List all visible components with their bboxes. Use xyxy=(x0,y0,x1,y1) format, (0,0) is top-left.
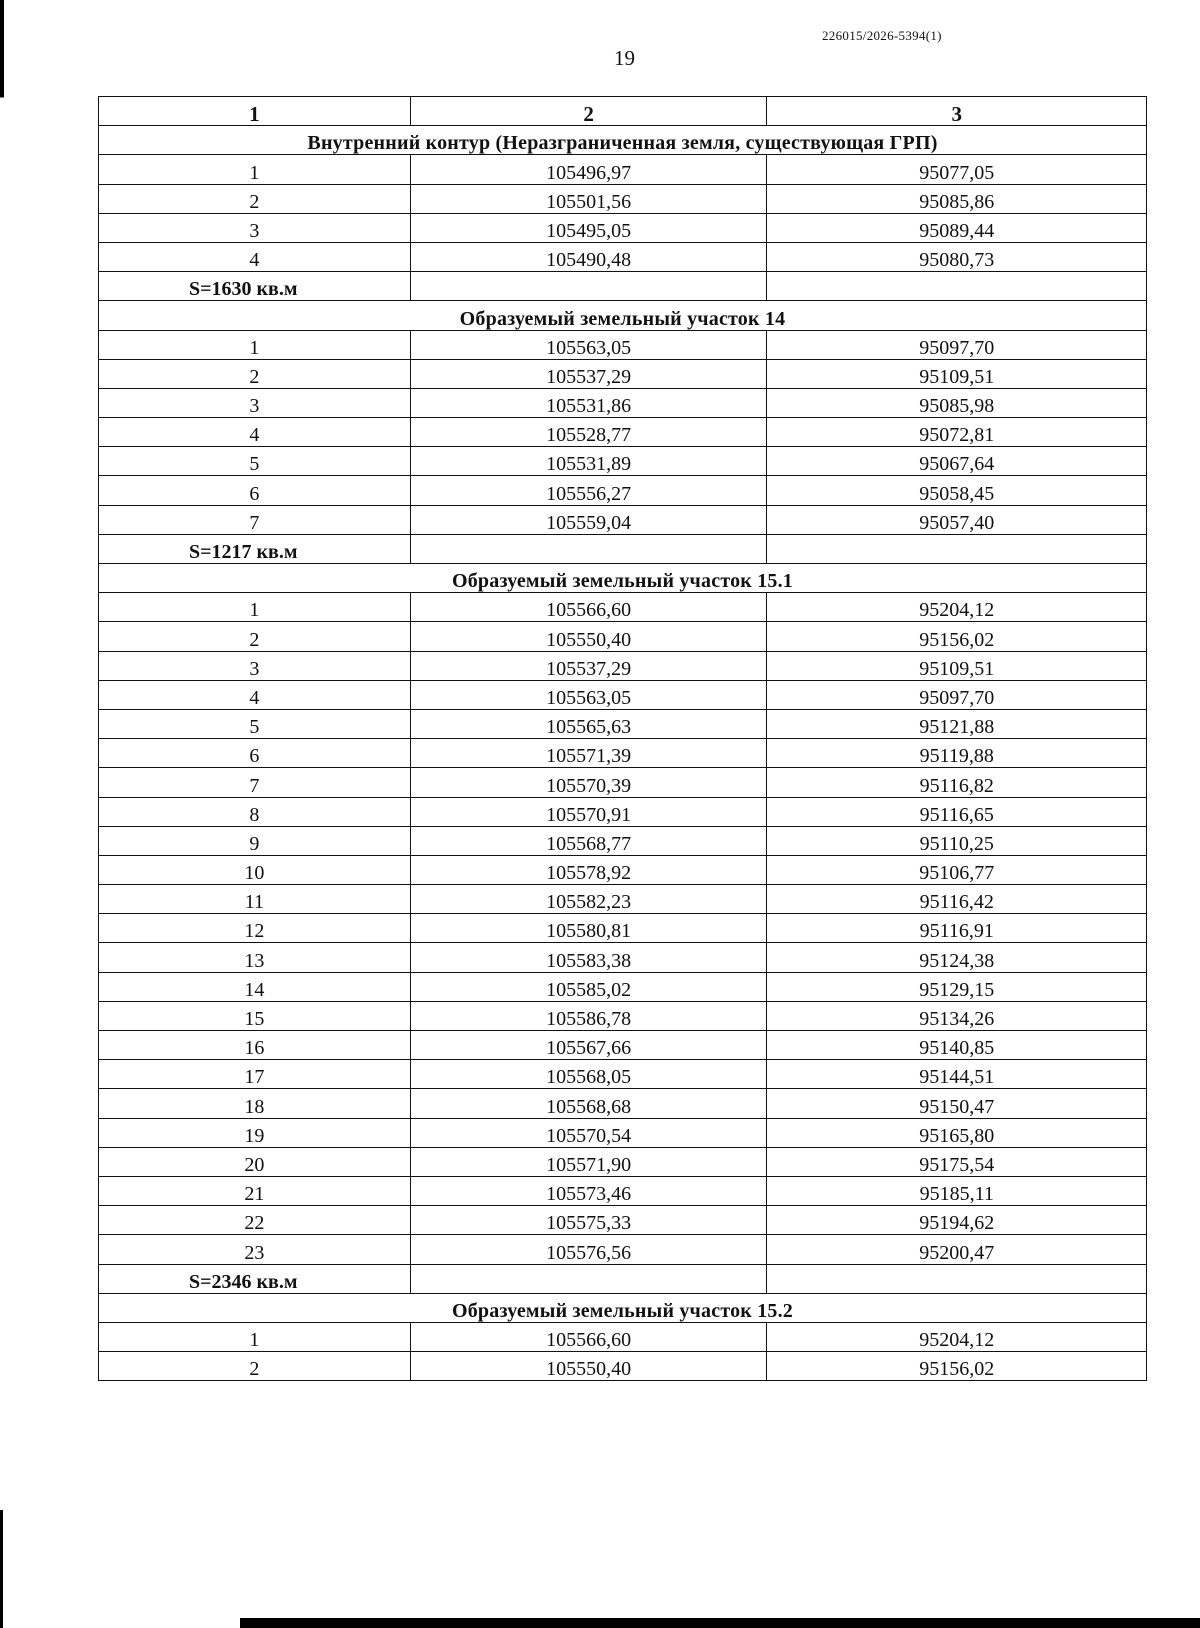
x-coordinate: 105496,97 xyxy=(410,155,767,184)
table-row xyxy=(99,359,1147,388)
y-coordinate: 95116,42 xyxy=(767,885,1147,914)
x-coordinate: 105490,48 xyxy=(410,242,767,271)
y-coordinate: 95116,91 xyxy=(767,914,1147,943)
column-header: 3 xyxy=(767,97,1147,126)
x-coordinate: 105550,40 xyxy=(410,1352,767,1381)
x-coordinate: 105565,63 xyxy=(410,709,767,738)
table-row xyxy=(99,388,1147,417)
y-coordinate: 95134,26 xyxy=(767,1001,1147,1030)
x-coordinate: 105563,05 xyxy=(410,680,767,709)
section-title-row xyxy=(99,126,1147,155)
x-coordinate: 105531,89 xyxy=(410,447,767,476)
point-number: 12 xyxy=(99,914,411,943)
empty-cell xyxy=(767,1264,1147,1293)
x-coordinate: 105531,86 xyxy=(410,388,767,417)
y-coordinate: 95109,51 xyxy=(767,651,1147,680)
point-number: 4 xyxy=(99,242,411,271)
x-coordinate: 105576,56 xyxy=(410,1235,767,1264)
table-row xyxy=(99,1176,1147,1205)
table-row xyxy=(99,505,1147,534)
area-row xyxy=(99,272,1147,301)
x-coordinate: 105495,05 xyxy=(410,213,767,242)
y-coordinate: 95200,47 xyxy=(767,1235,1147,1264)
document-reference: 226015/2026-5394(1) xyxy=(822,28,942,43)
y-coordinate: 95129,15 xyxy=(767,972,1147,1001)
area-label: S=1217 кв.м xyxy=(99,534,411,563)
point-number: 9 xyxy=(99,826,411,855)
column-header: 1 xyxy=(99,97,411,126)
table-row xyxy=(99,1001,1147,1030)
table-row xyxy=(99,739,1147,768)
point-number: 2 xyxy=(99,622,411,651)
y-coordinate: 95121,88 xyxy=(767,709,1147,738)
table-row xyxy=(99,213,1147,242)
table-row xyxy=(99,418,1147,447)
point-number: 10 xyxy=(99,855,411,884)
point-number: 13 xyxy=(99,943,411,972)
point-number: 5 xyxy=(99,447,411,476)
section-title-row xyxy=(99,1293,1147,1322)
y-coordinate: 95194,62 xyxy=(767,1206,1147,1235)
y-coordinate: 95057,40 xyxy=(767,505,1147,534)
x-coordinate: 105563,05 xyxy=(410,330,767,359)
x-coordinate: 105578,92 xyxy=(410,855,767,884)
x-coordinate: 105571,39 xyxy=(410,739,767,768)
area-label: S=2346 кв.м xyxy=(99,1264,411,1293)
column-header: 2 xyxy=(410,97,767,126)
y-coordinate: 95085,98 xyxy=(767,388,1147,417)
point-number: 1 xyxy=(99,155,411,184)
y-coordinate: 95077,05 xyxy=(767,155,1147,184)
point-number: 22 xyxy=(99,1206,411,1235)
point-number: 2 xyxy=(99,184,411,213)
x-coordinate: 105528,77 xyxy=(410,418,767,447)
empty-cell xyxy=(767,534,1147,563)
area-row xyxy=(99,534,1147,563)
table-row xyxy=(99,797,1147,826)
point-number: 4 xyxy=(99,680,411,709)
x-coordinate: 105585,02 xyxy=(410,972,767,1001)
empty-cell xyxy=(767,272,1147,301)
table-row xyxy=(99,1060,1147,1089)
y-coordinate: 95109,51 xyxy=(767,359,1147,388)
point-number: 1 xyxy=(99,1322,411,1351)
x-coordinate: 105580,81 xyxy=(410,914,767,943)
table-row xyxy=(99,972,1147,1001)
table-row xyxy=(99,1235,1147,1264)
x-coordinate: 105559,04 xyxy=(410,505,767,534)
y-coordinate: 95144,51 xyxy=(767,1060,1147,1089)
x-coordinate: 105582,23 xyxy=(410,885,767,914)
point-number: 8 xyxy=(99,797,411,826)
x-coordinate: 105571,90 xyxy=(410,1147,767,1176)
section-title-row xyxy=(99,564,1147,593)
table-row xyxy=(99,1322,1147,1351)
table-row xyxy=(99,1206,1147,1235)
x-coordinate: 105537,29 xyxy=(410,651,767,680)
point-number: 6 xyxy=(99,476,411,505)
y-coordinate: 95185,11 xyxy=(767,1176,1147,1205)
y-coordinate: 95165,80 xyxy=(767,1118,1147,1147)
section-title: Внутренний контур (Неразграниченная земля, существующая ГРП) xyxy=(99,126,1147,155)
x-coordinate: 105570,54 xyxy=(410,1118,767,1147)
scan-edge xyxy=(0,1510,3,1628)
x-coordinate: 105567,66 xyxy=(410,1031,767,1060)
point-number: 3 xyxy=(99,213,411,242)
y-coordinate: 95097,70 xyxy=(767,330,1147,359)
point-number: 1 xyxy=(99,330,411,359)
table-row xyxy=(99,1147,1147,1176)
y-coordinate: 95116,65 xyxy=(767,797,1147,826)
point-number: 23 xyxy=(99,1235,411,1264)
table-row xyxy=(99,651,1147,680)
point-number: 14 xyxy=(99,972,411,1001)
table-row xyxy=(99,1118,1147,1147)
y-coordinate: 95150,47 xyxy=(767,1089,1147,1118)
y-coordinate: 95204,12 xyxy=(767,1322,1147,1351)
table-header-row xyxy=(99,97,1147,126)
empty-cell xyxy=(410,1264,767,1293)
point-number: 5 xyxy=(99,709,411,738)
section-title: Образуемый земельный участок 15.1 xyxy=(99,564,1147,593)
scan-edge xyxy=(240,1618,1200,1628)
point-number: 3 xyxy=(99,388,411,417)
point-number: 18 xyxy=(99,1089,411,1118)
point-number: 11 xyxy=(99,885,411,914)
x-coordinate: 105568,05 xyxy=(410,1060,767,1089)
y-coordinate: 95110,25 xyxy=(767,826,1147,855)
point-number: 20 xyxy=(99,1147,411,1176)
point-number: 7 xyxy=(99,768,411,797)
x-coordinate: 105550,40 xyxy=(410,622,767,651)
y-coordinate: 95067,64 xyxy=(767,447,1147,476)
area-row xyxy=(99,1264,1147,1293)
y-coordinate: 95156,02 xyxy=(767,1352,1147,1381)
x-coordinate: 105537,29 xyxy=(410,359,767,388)
table-row xyxy=(99,943,1147,972)
point-number: 15 xyxy=(99,1001,411,1030)
y-coordinate: 95119,88 xyxy=(767,739,1147,768)
empty-cell xyxy=(410,272,767,301)
x-coordinate: 105501,56 xyxy=(410,184,767,213)
area-label: S=1630 кв.м xyxy=(99,272,411,301)
point-number: 21 xyxy=(99,1176,411,1205)
point-number: 1 xyxy=(99,593,411,622)
y-coordinate: 95089,44 xyxy=(767,213,1147,242)
section-title-row xyxy=(99,301,1147,330)
y-coordinate: 95204,12 xyxy=(767,593,1147,622)
x-coordinate: 105568,68 xyxy=(410,1089,767,1118)
x-coordinate: 105570,39 xyxy=(410,768,767,797)
table-row xyxy=(99,1352,1147,1381)
x-coordinate: 105556,27 xyxy=(410,476,767,505)
y-coordinate: 95085,86 xyxy=(767,184,1147,213)
table-row xyxy=(99,155,1147,184)
point-number: 2 xyxy=(99,1352,411,1381)
x-coordinate: 105568,77 xyxy=(410,826,767,855)
table-row xyxy=(99,242,1147,271)
point-number: 6 xyxy=(99,739,411,768)
section-title: Образуемый земельный участок 15.2 xyxy=(99,1293,1147,1322)
table-row xyxy=(99,855,1147,884)
x-coordinate: 105570,91 xyxy=(410,797,767,826)
point-number: 16 xyxy=(99,1031,411,1060)
y-coordinate: 95116,82 xyxy=(767,768,1147,797)
table-row xyxy=(99,330,1147,359)
x-coordinate: 105566,60 xyxy=(410,1322,767,1351)
table-row xyxy=(99,1089,1147,1118)
y-coordinate: 95080,73 xyxy=(767,242,1147,271)
table-row xyxy=(99,593,1147,622)
table-body xyxy=(99,97,1147,1381)
y-coordinate: 95175,54 xyxy=(767,1147,1147,1176)
coordinates-table xyxy=(98,96,1147,1381)
empty-cell xyxy=(410,534,767,563)
y-coordinate: 95072,81 xyxy=(767,418,1147,447)
y-coordinate: 95097,70 xyxy=(767,680,1147,709)
table-row xyxy=(99,826,1147,855)
x-coordinate: 105566,60 xyxy=(410,593,767,622)
scan-edge xyxy=(0,0,4,1628)
y-coordinate: 95156,02 xyxy=(767,622,1147,651)
point-number: 19 xyxy=(99,1118,411,1147)
page-number: 19 xyxy=(614,46,635,70)
table-row xyxy=(99,1031,1147,1060)
point-number: 4 xyxy=(99,418,411,447)
x-coordinate: 105573,46 xyxy=(410,1176,767,1205)
y-coordinate: 95124,38 xyxy=(767,943,1147,972)
table-row xyxy=(99,680,1147,709)
point-number: 3 xyxy=(99,651,411,680)
table-row xyxy=(99,447,1147,476)
point-number: 2 xyxy=(99,359,411,388)
table-row xyxy=(99,622,1147,651)
point-number: 7 xyxy=(99,505,411,534)
x-coordinate: 105575,33 xyxy=(410,1206,767,1235)
y-coordinate: 95140,85 xyxy=(767,1031,1147,1060)
table-row xyxy=(99,885,1147,914)
table-row xyxy=(99,184,1147,213)
x-coordinate: 105586,78 xyxy=(410,1001,767,1030)
table-row xyxy=(99,914,1147,943)
table-row xyxy=(99,709,1147,738)
point-number: 17 xyxy=(99,1060,411,1089)
table-row xyxy=(99,768,1147,797)
y-coordinate: 95058,45 xyxy=(767,476,1147,505)
y-coordinate: 95106,77 xyxy=(767,855,1147,884)
section-title: Образуемый земельный участок 14 xyxy=(99,301,1147,330)
x-coordinate: 105583,38 xyxy=(410,943,767,972)
table-row xyxy=(99,476,1147,505)
